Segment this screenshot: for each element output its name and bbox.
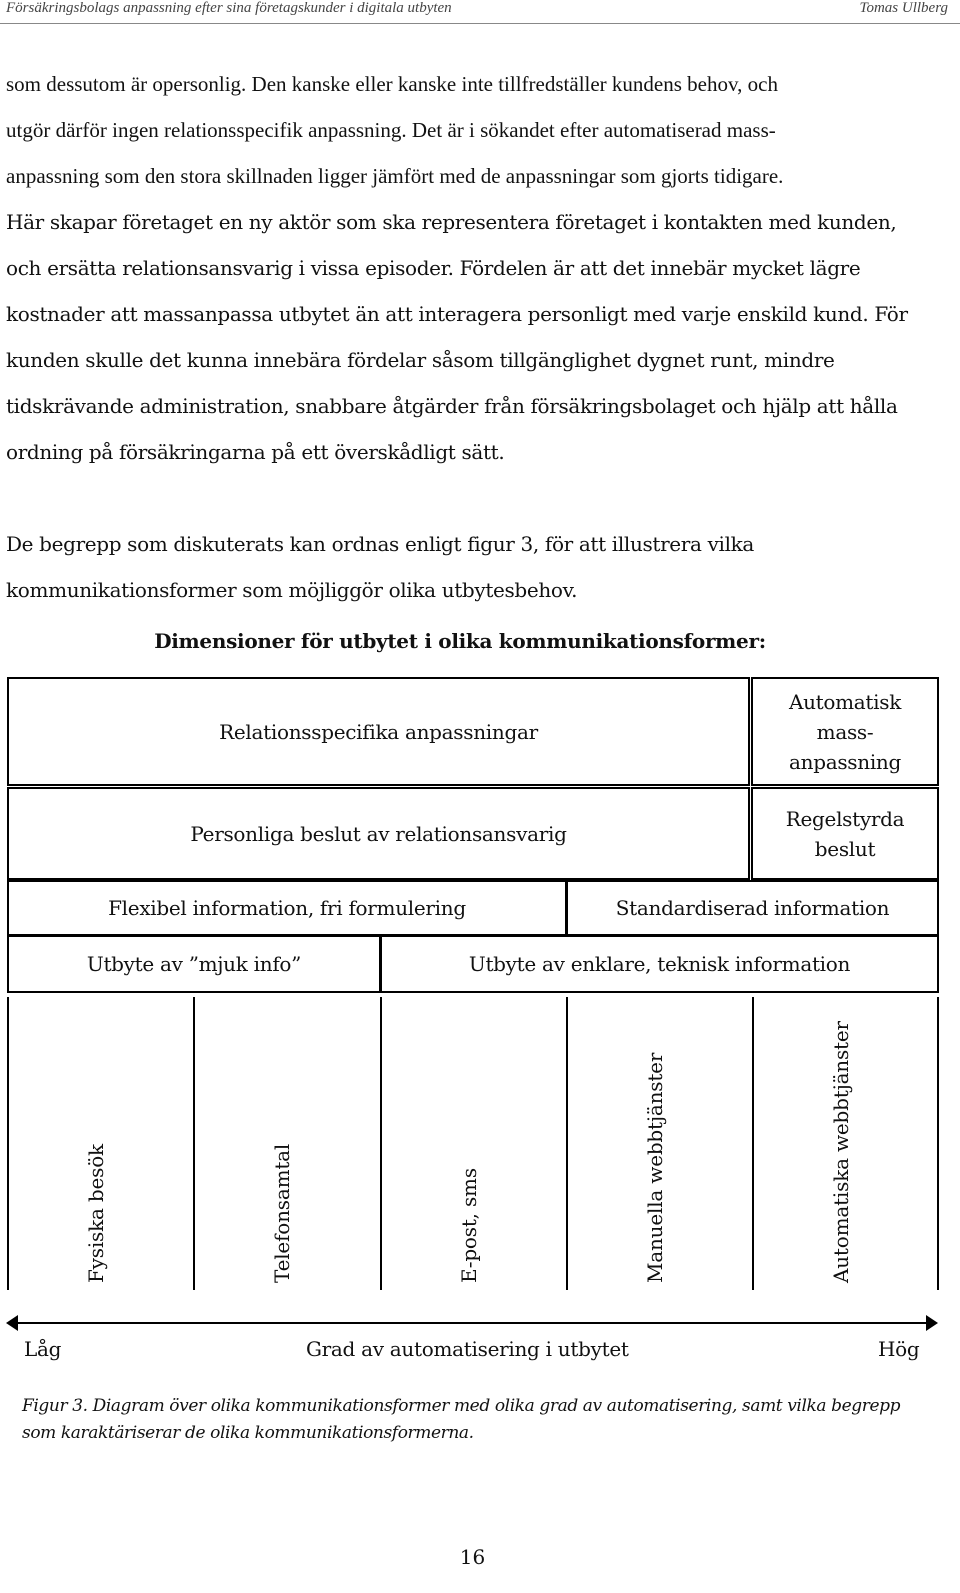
- arrow-left-icon: [6, 1315, 18, 1331]
- paragraph-line: Här skapar företaget en ny aktör som ska representera företaget i kontakten med kunden,: [6, 210, 897, 234]
- paragraph-line: kunden skulle det kunna innebära fördelar såsom tillgänglighet dygnet runt, mindre: [6, 348, 835, 372]
- figure-title: Dimensioner för utbytet i olika kommunikationsformer:: [154, 629, 766, 653]
- paragraph-line: utgör därför ingen relationsspecifik anpassning. Det är i sökandet efter automatiserad mass-: [6, 118, 776, 142]
- paragraph-line: De begrepp som diskuterats kan ordnas enligt figur 3, för att illustrera vilka: [6, 532, 754, 556]
- column-divider: [7, 997, 9, 1290]
- paragraph-line: som dessutom är opersonlig. Den kanske eller kanske inte tillfredställer kundens behov, och: [6, 72, 778, 96]
- header-rule: [0, 23, 960, 24]
- arrow-right-icon: [926, 1315, 938, 1331]
- running-header-title: Försäkringsbolags anpassning efter sina företagskunder i digitala utbyten: [6, 0, 452, 16]
- paragraph-line: tidskrävande administration, snabbare åtgärder från försäkringsbolaget och hjälp att hålla: [6, 394, 898, 418]
- box-automatisk-massanpassning: Automatisk mass- anpassning: [751, 677, 939, 786]
- box-regelstyrda-beslut: Regelstyrda beslut: [751, 787, 939, 880]
- paragraph-line: och ersätta relationsansvarig i vissa episoder. Fördelen är att det innebär mycket lägre: [6, 256, 861, 280]
- column-divider: [566, 997, 568, 1290]
- box-personliga-beslut: Personliga beslut av relationsansvarig: [7, 787, 750, 880]
- paragraph-line: ordning på försäkringarna på ett överskådligt sätt.: [6, 440, 505, 464]
- body-paragraph-1: [6, 61, 946, 475]
- body-paragraph-2: [6, 521, 946, 613]
- column-label-epost-sms: E-post, sms: [457, 1168, 481, 1283]
- axis-high-label: Hög: [878, 1337, 920, 1361]
- box-mjuk-info: Utbyte av ”mjuk info”: [7, 935, 381, 993]
- box-relationsspecifika: Relationsspecifika anpassningar: [7, 677, 750, 786]
- column-label-automatiska-webbtjanster: Automatiska webbtjänster: [829, 1021, 853, 1283]
- box-standardiserad-information: Standardiserad information: [566, 880, 939, 936]
- column-label-telefonsamtal: Telefonsamtal: [270, 1143, 294, 1283]
- running-header-author: Tomas Ullberg: [859, 0, 948, 16]
- column-label-fysiska-besok: Fysiska besök: [84, 1144, 108, 1283]
- page-number: 16: [459, 1545, 486, 1569]
- axis-title: Grad av automatisering i utbytet: [306, 1337, 629, 1361]
- axis-low-label: Låg: [24, 1337, 62, 1361]
- column-divider: [752, 997, 754, 1290]
- figure-caption: [22, 1393, 922, 1447]
- box-enklare-teknisk-information: Utbyte av enklare, teknisk information: [380, 935, 939, 993]
- paragraph-line: kommunikationsformer som möjliggör olika utbytesbehov.: [6, 578, 578, 602]
- column-divider: [380, 997, 382, 1290]
- paragraph-line: anpassning som den stora skillnaden ligger jämfört med de anpassningar som gjorts tidigare.: [6, 164, 784, 188]
- column-label-manuella-webbtjanster: Manuella webbtjänster: [643, 1052, 667, 1283]
- caption-line: Figur 3. Diagram över olika kommunikationsformer med olika grad av automatisering, samt vilka begrepp: [22, 1396, 901, 1416]
- axis-line: [14, 1322, 930, 1324]
- column-divider: [193, 997, 195, 1290]
- automation-axis: [6, 1313, 938, 1333]
- column-divider: [937, 997, 939, 1290]
- caption-line: som karaktäriserar de olika kommunikationsformerna.: [22, 1423, 474, 1443]
- paragraph-line: kostnader att massanpassa utbytet än att interagera personligt med varje enskild kund. För: [6, 302, 908, 326]
- box-flexibel-information: Flexibel information, fri formulering: [7, 880, 567, 936]
